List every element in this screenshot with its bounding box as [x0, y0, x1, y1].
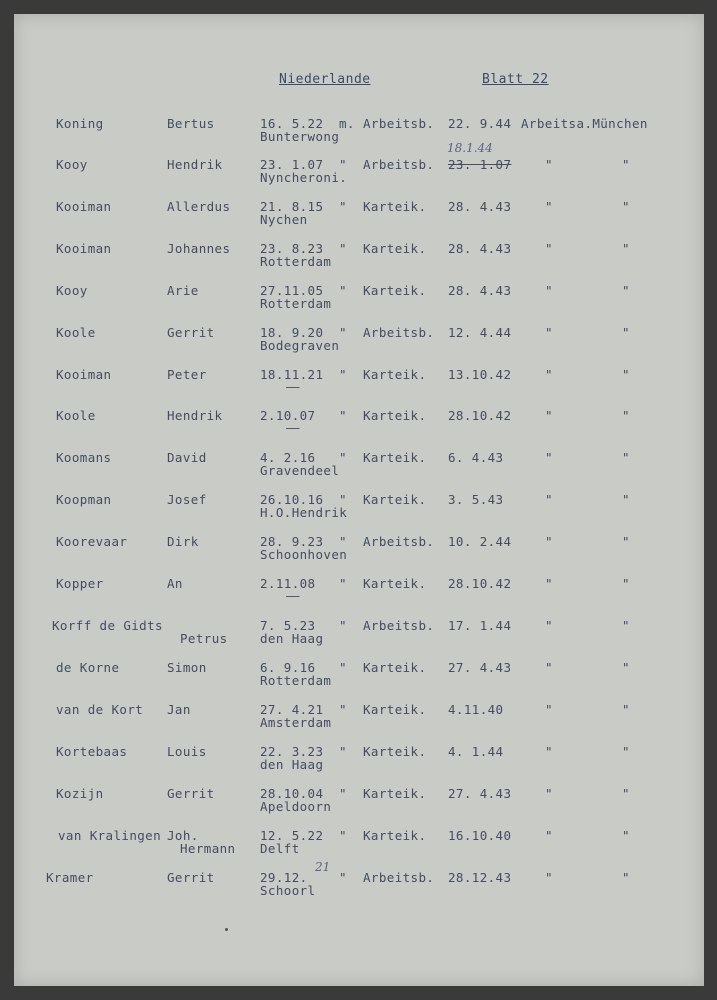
row-ditto: " [545, 199, 553, 214]
row-surname: Koopman [56, 492, 112, 507]
row-birth-mark: " [339, 450, 347, 465]
row-ditto: " [545, 450, 553, 465]
row-birth-mark: " [339, 492, 347, 507]
row-ditto: " [545, 786, 553, 801]
row-ditto: " [545, 660, 553, 675]
row-birth-mark: " [339, 367, 347, 382]
row-birth-mark: m. [339, 116, 355, 131]
row-category: Arbeitsb. [363, 870, 435, 885]
row-birthplace: Bodegraven [260, 338, 340, 353]
row-category: Arbeitsb. [363, 116, 435, 131]
record-row [0, 283, 717, 325]
underline-mark: —— [286, 421, 299, 435]
row-birth-date: 23. 1.07 [260, 157, 324, 172]
record-row [0, 576, 717, 618]
row-ditto: " [622, 660, 630, 675]
row-given-name: Gerrit [167, 870, 215, 885]
row-given-name: Hendrik [167, 157, 223, 172]
row-surname: Kooy [56, 157, 88, 172]
row-birth-date: 28.10.04 [260, 786, 324, 801]
row-birth-date: 23. 8.23 [260, 241, 324, 256]
row-date: 22. 9.44 [448, 116, 512, 131]
row-category: Karteik. [363, 744, 427, 759]
row-birthplace: Schoonhoven [260, 547, 348, 562]
row-ditto: " [622, 534, 630, 549]
row-category: Karteik. [363, 367, 427, 382]
row-given-name: Hendrik [167, 408, 223, 423]
row-birth-date: 12. 5.22 [260, 828, 324, 843]
row-given-name: Arie [167, 283, 199, 298]
row-birthplace: Gravendeel [260, 463, 340, 478]
row-ditto: " [622, 492, 630, 507]
record-row [0, 325, 717, 367]
handwritten-year: 21 [315, 860, 331, 874]
row-birth-mark: " [339, 618, 347, 633]
record-row [0, 367, 717, 409]
row-surname: van Kralingen [58, 828, 162, 843]
row-ditto: " [622, 283, 630, 298]
row-date: 12. 4.44 [448, 325, 512, 340]
row-ditto: " [545, 283, 553, 298]
record-row [0, 660, 717, 702]
row-given-name: An [167, 576, 183, 591]
row-surname: Kozijn [56, 786, 104, 801]
row-ditto: " [545, 702, 553, 717]
row-birth-date: 2.10.07 [260, 408, 316, 423]
row-ditto: " [545, 744, 553, 759]
row-category: Karteik. [363, 450, 427, 465]
row-ditto: " [622, 870, 630, 885]
row-ditto: " [545, 325, 553, 340]
row-birthplace: Schoorl [260, 883, 316, 898]
row-birth-mark: " [339, 199, 347, 214]
row-date: 6. 4.43 [448, 450, 504, 465]
row-given-name: Jan [167, 702, 191, 717]
row-ditto: " [545, 576, 553, 591]
row-surname: Koole [56, 325, 96, 340]
row-given-name: Joh. [167, 828, 199, 843]
row-ditto: " [545, 241, 553, 256]
row-category: Arbeitsb. [363, 325, 435, 340]
row-surname: Kooy [56, 283, 88, 298]
row-birth-date: 22. 3.23 [260, 744, 324, 759]
row-given-name: Bertus [167, 116, 215, 131]
row-ditto: " [622, 786, 630, 801]
row-given-name: Allerdus [167, 199, 231, 214]
row-surname: Kooiman [56, 241, 112, 256]
row-birthplace: H.O.Hendrik [260, 505, 348, 520]
row-ditto: " [545, 828, 553, 843]
row-surname: Koorevaar [56, 534, 128, 549]
row-birth-mark: " [339, 786, 347, 801]
record-row [0, 241, 717, 283]
record-row [0, 702, 717, 744]
row-birth-mark: " [339, 576, 347, 591]
row-date: 16.10.40 [448, 828, 512, 843]
row-birth-date: 7. 5.23 [260, 618, 316, 633]
record-row [0, 116, 717, 158]
row-ditto: " [622, 157, 630, 172]
row-date: 27. 4.43 [448, 786, 512, 801]
row-date: 4. 1.44 [448, 744, 504, 759]
row-category: Karteik. [363, 660, 427, 675]
row-ditto: " [622, 367, 630, 382]
row-given-name: Johannes [167, 241, 231, 256]
row-given-name: Gerrit [167, 325, 215, 340]
row-ditto: " [545, 870, 553, 885]
row-ditto: " [622, 199, 630, 214]
row-birth-date: 27.11.05 [260, 283, 324, 298]
row-ditto: " [622, 325, 630, 340]
row-birth-date: 28. 9.23 [260, 534, 324, 549]
row-birthplace: den Haag [260, 631, 324, 646]
underline-mark: —— [286, 380, 299, 394]
row-surname: Korff de Gidts [52, 618, 163, 633]
row-surname: Koning [56, 116, 104, 131]
row-given-name: Simon [167, 660, 207, 675]
row-date: 28. 4.43 [448, 199, 512, 214]
row-given-name: Peter [167, 367, 207, 382]
row-birthplace: Nyncheroni. [260, 170, 348, 185]
row-birth-date: 21. 8.15 [260, 199, 324, 214]
row-birth-mark: " [339, 534, 347, 549]
row-birth-date: 6. 9.16 [260, 660, 316, 675]
row-surname: van de Kort [56, 702, 144, 717]
row-ditto: " [622, 408, 630, 423]
row-date: 28. 4.43 [448, 241, 512, 256]
header-country: Niederlande [279, 72, 371, 87]
row-birth-mark: " [339, 157, 347, 172]
row-birth-mark: " [339, 283, 347, 298]
row-date: 13.10.42 [448, 367, 512, 382]
record-row [0, 828, 717, 870]
row-birthplace: Rotterdam [260, 673, 332, 688]
row-birth-mark: " [339, 828, 347, 843]
row-birth-mark: " [339, 241, 347, 256]
record-row [0, 450, 717, 492]
row-given-name: Gerrit [167, 786, 215, 801]
handwritten-correction: 18.1.44 [447, 141, 493, 155]
row-birth-date: 29.12. [260, 870, 308, 885]
row-birth-date: 4. 2.16 [260, 450, 316, 465]
row-birth-date: 26.10.16 [260, 492, 324, 507]
row-date: 10. 2.44 [448, 534, 512, 549]
row-ditto: " [545, 534, 553, 549]
record-row [0, 408, 717, 450]
row-date: 3. 5.43 [448, 492, 504, 507]
row-category: Arbeitsb. [363, 157, 435, 172]
row-ditto: " [545, 408, 553, 423]
row-given-name-2: Hermann [180, 841, 236, 856]
row-given-name-2: Petrus [180, 631, 228, 646]
record-row [0, 744, 717, 786]
row-birth-mark: " [339, 870, 347, 885]
row-category: Arbeitsb. [363, 534, 435, 549]
row-ditto: " [545, 492, 553, 507]
row-category: Karteik. [363, 702, 427, 717]
row-birth-mark: " [339, 702, 347, 717]
row-category: Karteik. [363, 199, 427, 214]
row-birthplace: Rotterdam [260, 296, 332, 311]
row-birthplace: Apeldoorn [260, 799, 332, 814]
row-ditto: " [622, 828, 630, 843]
row-ditto: " [622, 241, 630, 256]
row-given-name: Dirk [167, 534, 199, 549]
row-birth-date: 18. 9.20 [260, 325, 324, 340]
record-row [0, 618, 717, 660]
row-birth-date: 18.11.21 [260, 367, 324, 382]
row-surname: Koomans [56, 450, 112, 465]
record-row [0, 199, 717, 241]
row-surname: Kramer [46, 870, 94, 885]
row-surname: Kopper [56, 576, 104, 591]
paper-mark [225, 928, 228, 931]
row-date: 4.11.40 [448, 702, 504, 717]
row-date: 28. 4.43 [448, 283, 512, 298]
row-birth-date: 2.11.08 [260, 576, 316, 591]
row-date: 27. 4.43 [448, 660, 512, 675]
row-birth-date: 16. 5.22 [260, 116, 324, 131]
row-ditto: " [622, 576, 630, 591]
row-birthplace: Delft [260, 841, 300, 856]
row-category: Arbeitsb. [363, 618, 435, 633]
row-date: 23. 1.07 [448, 157, 512, 172]
row-birthplace: Bunterwong [260, 129, 340, 144]
record-row [0, 870, 717, 912]
row-category: Karteik. [363, 283, 427, 298]
record-row [0, 157, 717, 199]
row-surname: Kortebaas [56, 744, 128, 759]
row-birthplace: Nychen [260, 212, 308, 227]
row-category: Karteik. [363, 241, 427, 256]
row-given-name: David [167, 450, 207, 465]
row-ditto: " [545, 367, 553, 382]
row-birthplace: Amsterdam [260, 715, 332, 730]
row-birth-mark: " [339, 660, 347, 675]
underline-mark: —— [286, 589, 299, 603]
record-row [0, 534, 717, 576]
row-date: 17. 1.44 [448, 618, 512, 633]
row-certificate: Arbeitsa.München [521, 116, 648, 131]
row-ditto: " [545, 157, 553, 172]
row-birth-mark: " [339, 408, 347, 423]
row-ditto: " [622, 618, 630, 633]
row-given-name: Louis [167, 744, 207, 759]
row-category: Karteik. [363, 492, 427, 507]
row-category: Karteik. [363, 828, 427, 843]
row-birthplace: Rotterdam [260, 254, 332, 269]
row-ditto: " [622, 702, 630, 717]
row-date: 28.10.42 [448, 576, 512, 591]
row-surname: Kooiman [56, 199, 112, 214]
row-date: 28.12.43 [448, 870, 512, 885]
row-category: Karteik. [363, 786, 427, 801]
row-date: 28.10.42 [448, 408, 512, 423]
row-birth-mark: " [339, 325, 347, 340]
row-surname: de Korne [56, 660, 120, 675]
row-given-name: Josef [167, 492, 207, 507]
row-ditto: " [622, 744, 630, 759]
record-row [0, 786, 717, 828]
row-birth-mark: " [339, 744, 347, 759]
row-ditto: " [622, 450, 630, 465]
row-category: Karteik. [363, 408, 427, 423]
row-ditto: " [545, 618, 553, 633]
header-sheet: Blatt 22 [482, 72, 549, 87]
record-row [0, 492, 717, 534]
row-surname: Kooiman [56, 367, 112, 382]
row-birthplace: den Haag [260, 757, 324, 772]
row-surname: Koole [56, 408, 96, 423]
row-birth-date: 27. 4.21 [260, 702, 324, 717]
row-category: Karteik. [363, 576, 427, 591]
